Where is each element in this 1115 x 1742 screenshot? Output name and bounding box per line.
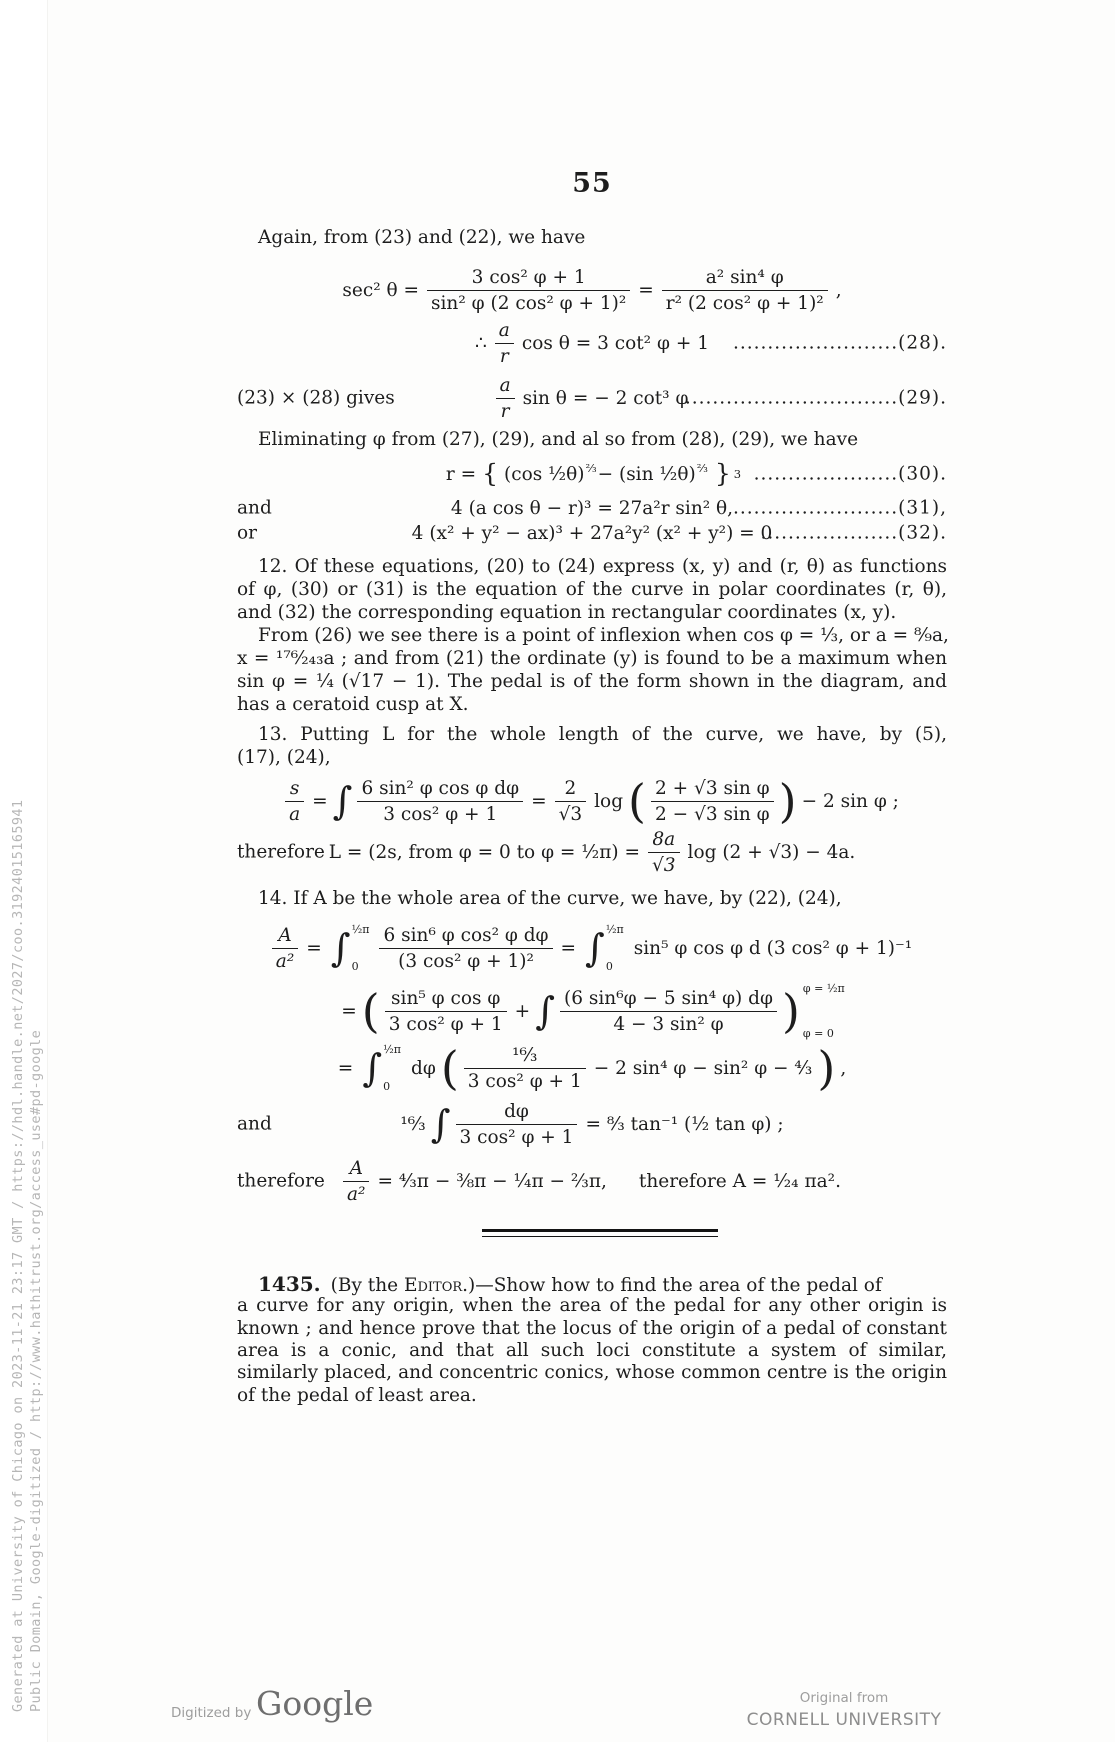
fraction — [560, 988, 777, 1035]
fraction — [357, 778, 523, 825]
fraction — [555, 778, 587, 825]
fraction-numerator: dφ — [456, 1101, 578, 1125]
fraction-numerator: s — [285, 778, 304, 802]
equation-number: ...............................(29). — [684, 387, 947, 409]
fraction-denominator: a² — [275, 950, 295, 972]
eq-label: therefore — [237, 1170, 325, 1192]
equation-area-3 — [237, 1040, 947, 1096]
fraction-denominator: r — [500, 400, 510, 422]
equation-tan-integral — [237, 1098, 947, 1150]
equation-32 — [237, 519, 947, 547]
eliminating-line: Eliminating φ from (27), (29), and al so from (28), (29), we have — [258, 429, 859, 450]
eq-body: 4 (x² + y² − ax)³ + 27a²y² (x² + y²) = 0 — [411, 522, 773, 544]
eq-body: = ⁴⁄₃π − ⅜π − ¼π − ⅔π, — [377, 1170, 607, 1192]
fraction — [648, 829, 680, 876]
equals-sign: = — [306, 937, 322, 959]
upper-limit: φ = ½π — [802, 982, 845, 995]
fraction-denominator: 3 cos² φ + 1 — [388, 1013, 503, 1035]
fraction-denominator: √3 — [651, 854, 676, 876]
fraction-denominator: (3 cos² φ + 1)² — [398, 950, 534, 972]
upper-limit: ½π — [351, 923, 370, 936]
fraction-numerator: 2 + √3 sin φ — [651, 778, 774, 802]
equation-arc-length — [237, 772, 947, 830]
paragraph-line: 14. If A be the whole area of the curve, we have, by (22), (24), — [258, 888, 842, 909]
problem-line: area is a conic, and that all such loci constitute a system of similar, — [237, 1340, 947, 1361]
log-symbol: log — [594, 790, 624, 812]
fraction — [379, 925, 552, 972]
lower-limit: 0 — [383, 1080, 391, 1093]
eq-tail: sin⁵ φ cos φ d (3 cos² φ + 1)⁻¹ — [633, 937, 913, 959]
equation-number: ........................(28). — [733, 332, 947, 354]
fraction-numerator: 6 sin⁶ φ cos² φ dφ — [379, 925, 552, 949]
problem-text: .)—Show how to find the area of the pedal of — [462, 1275, 882, 1296]
fraction-numerator: a² sin⁴ φ — [662, 267, 828, 291]
lower-limit: 0 — [351, 960, 359, 973]
fraction-numerator: 3 cos² φ + 1 — [427, 267, 630, 291]
fraction-numerator: (6 sin⁶φ − 5 sin⁴ φ) dφ — [560, 988, 777, 1012]
eq-body: 4 (a cos θ − r)³ = 27a²r sin² θ, — [450, 497, 734, 519]
coefficient: ¹⁶⁄₃ — [400, 1113, 426, 1135]
eq-term: − (sin ½θ) — [597, 463, 696, 485]
open-brace: { — [482, 459, 499, 488]
equation-number: ....................(32). — [760, 522, 947, 544]
eq-label: (23) × (28) gives — [237, 387, 395, 409]
eq-body: cos θ = 3 cot² φ + 1 — [521, 332, 709, 354]
equals-sign: = — [531, 790, 547, 812]
integral-with-limits — [361, 1044, 403, 1092]
upper-limit: ½π — [383, 1043, 402, 1056]
close-paren: ) — [781, 983, 800, 1038]
equation-area-result — [237, 1158, 947, 1204]
integral-sign: ∫ — [332, 778, 353, 823]
open-paren: ( — [628, 773, 646, 828]
fraction — [662, 267, 828, 314]
institution-name: CORNELL UNIVERSITY — [746, 1710, 942, 1730]
paragraph-line: x = ¹⁷⁶⁄₂₄₃a ; and from (21) the ordinate (y) is found to be a maximum when — [237, 648, 947, 669]
paragraph-line: has a ceratoid cusp at X. — [237, 694, 469, 715]
equation-30: r = { (cos ½θ)$^{\frac{2}{3}}$− (sin ½θ)$^{\frac{2}{3}}$ } 3 .....................(30). — [445, 459, 947, 488]
eq-label: therefore — [237, 841, 325, 863]
upper-limit: ½π — [605, 923, 624, 936]
fraction-numerator: a — [495, 320, 514, 344]
problem-line: of the pedal of least area. — [237, 1385, 477, 1406]
fraction — [343, 1158, 369, 1205]
fraction-denominator: a — [289, 803, 301, 825]
eq-tail: = ⁸⁄₃ tan⁻¹ (½ tan φ) ; — [585, 1113, 784, 1135]
eq-lhs: r = — [445, 463, 477, 485]
equals-sign: = — [560, 937, 577, 959]
fraction — [496, 375, 515, 422]
fraction-denominator: 3 cos² φ + 1 — [459, 1126, 574, 1148]
eq-label: and — [237, 1113, 272, 1135]
paragraph-line: From (26) we see there is a point of inflexion when cos φ = ⅓, or a = ⁸⁄₉a, — [258, 625, 949, 646]
integral-sign: ∫ — [330, 925, 351, 970]
fraction — [464, 1045, 586, 1092]
fraction-numerator: a — [496, 375, 515, 399]
comma: , — [840, 1057, 847, 1079]
sidebar-provenance-line: Generated at University of Chicago on 2023-11-21 23:17 GMT / https://hdl.handle.net/2027/coo.31924015165941 — [10, 799, 26, 1712]
paragraph-line: 13. Putting L for the whole length of the curve, we have, by (5), — [258, 724, 947, 745]
equation-number: .....................(30). — [753, 463, 947, 485]
evaluation-limits — [803, 983, 845, 1039]
fraction-numerator: ¹⁶⁄₃ — [464, 1045, 586, 1069]
eq-body: L = (2s, from φ = 0 to φ = ½π) = — [328, 841, 640, 863]
integral-limits — [352, 924, 370, 972]
equation-29 — [237, 373, 947, 423]
original-from-label: Original from — [799, 1690, 889, 1706]
open-paren: ( — [361, 983, 380, 1038]
fraction — [495, 320, 514, 367]
paragraph-line: and (32) the corresponding equation in rectangular coordinates (x, y). — [237, 602, 897, 623]
integral-limits — [606, 924, 624, 972]
fraction-denominator: 3 cos² φ + 1 — [383, 803, 498, 825]
paragraph-line: sin φ = ¼ (√17 − 1). The pedal is of the form shown in the diagram, and — [237, 671, 947, 692]
fraction — [272, 925, 298, 972]
problem-line: a curve for any origin, when the area of the pedal for any other origin is — [237, 1295, 947, 1316]
fraction — [385, 988, 507, 1035]
equation-28 — [237, 318, 947, 368]
lower-limit: 0 — [605, 960, 613, 973]
fraction-denominator: a² — [347, 1183, 366, 1205]
fraction — [456, 1101, 578, 1148]
fraction-denominator: r — [499, 345, 509, 367]
problem-line: known ; and hence prove that the locus of the origin of a pedal of constant — [237, 1318, 947, 1339]
page-number: 55 — [572, 168, 612, 199]
eq-label: or — [237, 522, 257, 544]
integral-sign: ∫ — [535, 988, 555, 1033]
fraction-numerator: sin⁵ φ cos φ — [385, 988, 507, 1012]
equation-sec2-theta — [237, 261, 947, 319]
fraction — [285, 778, 304, 825]
fraction-numerator: A — [272, 925, 298, 949]
google-logo: Google — [256, 1684, 374, 1723]
fraction-denominator: r² (2 cos² φ + 1)² — [665, 292, 824, 314]
fraction — [427, 267, 630, 314]
problem-byline: (By the — [330, 1275, 404, 1296]
eq-tail: log (2 + √3) − 4a. — [687, 841, 856, 863]
open-paren: ( — [440, 1040, 459, 1095]
eq-tail: − 2 sin φ ; — [801, 790, 899, 812]
integral-sign: ∫ — [430, 1101, 451, 1146]
fraction-numerator: 6 sin² φ cos φ dφ — [357, 778, 523, 802]
fraction — [651, 778, 774, 825]
equals-sign: = — [341, 1000, 357, 1022]
close-paren: ) — [778, 773, 797, 828]
equals-sign: = — [337, 1057, 354, 1079]
fraction-denominator: 4 − 3 sin² φ — [613, 1013, 724, 1035]
differential: dφ — [411, 1057, 436, 1079]
eq-lhs: sec² θ = — [342, 279, 420, 301]
eq-tail: therefore A = ¹⁄₂₄ πa². — [638, 1170, 841, 1192]
paragraph-line: (17), (24), — [237, 747, 331, 768]
equation-total-length — [237, 828, 947, 876]
intro-line: Again, from (23) and (22), we have — [258, 227, 586, 248]
plus-sign: + — [514, 1000, 531, 1022]
eq-tail: , — [835, 279, 842, 301]
eq-term: (cos ½θ) — [504, 463, 585, 485]
problem-author: Editor — [403, 1275, 463, 1296]
fraction-denominator: 3 cos² φ + 1 — [467, 1070, 582, 1092]
equals-sign: = — [312, 790, 328, 812]
paragraph-line: of φ, (30) or (31) is the equation of the curve in polar coordinates (r, θ), — [237, 579, 947, 600]
fraction-numerator: A — [343, 1158, 369, 1182]
problem-line: similarly placed, and concentric conics, whose common centre is the origin — [237, 1362, 947, 1383]
fraction-denominator: sin² φ (2 cos² φ + 1)² — [431, 292, 627, 314]
equation-area-1 — [237, 920, 947, 976]
equals-sign: = — [638, 279, 654, 301]
eq-tail: − 2 sin⁴ φ − sin² φ − ⁴⁄₃ — [593, 1057, 813, 1079]
integral-sign: ∫ — [362, 1045, 383, 1090]
lower-limit: φ = 0 — [802, 1027, 834, 1040]
eq-label: and — [237, 497, 272, 519]
fraction-numerator: 2 — [555, 778, 587, 802]
section-divider-rule — [482, 1229, 718, 1237]
equation-31 — [237, 494, 947, 522]
fraction-denominator: 2 − √3 sin φ — [655, 803, 770, 825]
integral-with-limits — [584, 924, 626, 972]
fraction-numerator: 8a — [648, 829, 680, 853]
problem-number: 1435. — [258, 1272, 321, 1296]
therefore-symbol: ∴ — [475, 332, 487, 354]
eq-body: sin θ = − 2 cot³ φ — [522, 387, 689, 409]
close-paren: ) — [817, 1040, 836, 1095]
sidebar-rights-line: Public Domain, Google-digitized / http://www.hathitrust.org/access_use#pd-google — [28, 1029, 44, 1712]
integral-with-limits — [330, 924, 372, 972]
integral-limits — [383, 1044, 401, 1092]
eq-body — [504, 461, 709, 485]
paragraph-line: 12. Of these equations, (20) to (24) express (x, y) and (r, θ) as functions — [258, 556, 947, 577]
exponent: ⅔ — [585, 461, 597, 476]
exponent: ⅔ — [696, 461, 708, 476]
problem-heading-line — [237, 1272, 947, 1296]
integral-sign: ∫ — [585, 925, 605, 970]
equation-number: ........................(31), — [733, 497, 947, 519]
fraction-denominator: √3 — [558, 803, 583, 825]
digitized-by-label: Digitized by — [171, 1705, 252, 1721]
close-brace: } — [714, 459, 731, 488]
equation-area-2 — [237, 982, 947, 1040]
